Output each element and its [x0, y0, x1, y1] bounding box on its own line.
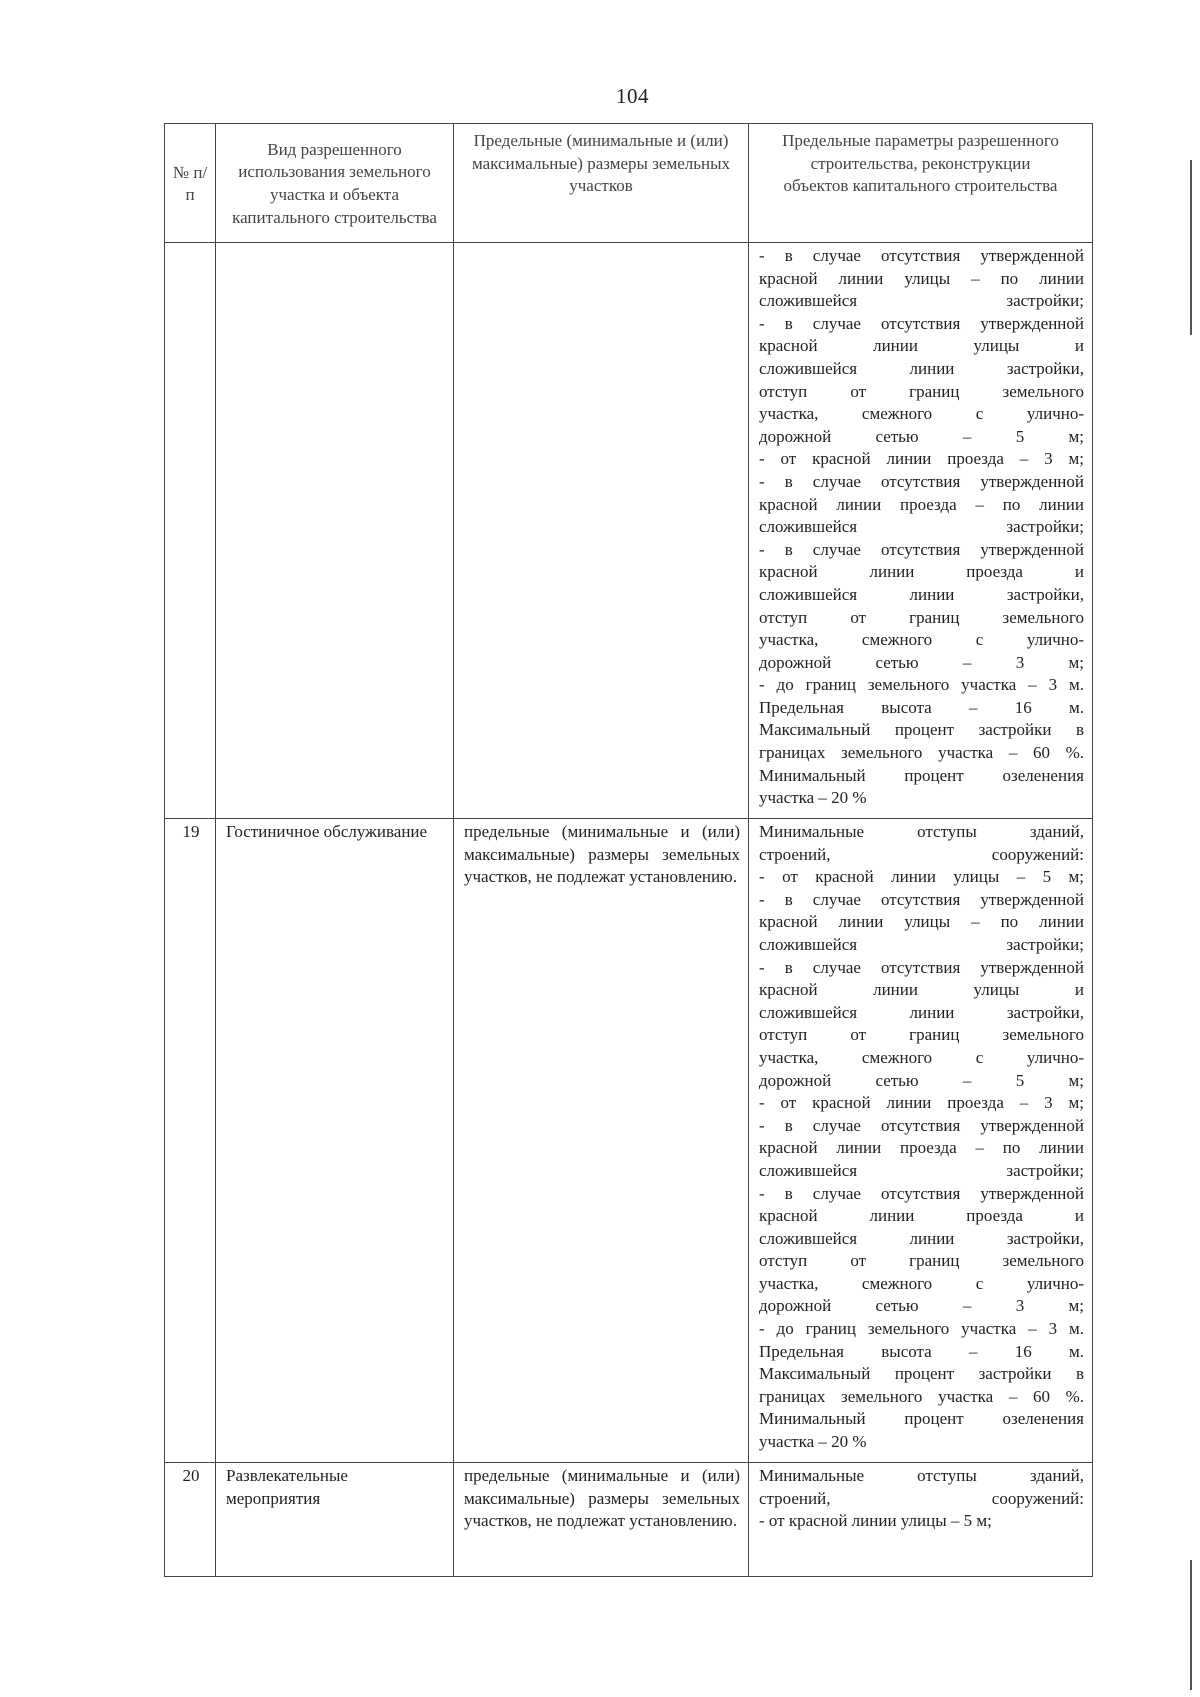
- param-line: красной линии улицы – по линии: [759, 268, 1084, 288]
- table-row-20: [165, 1463, 1093, 1577]
- param-line: участка, смежного с улично-: [759, 1047, 1084, 1067]
- regulations-table: [164, 123, 1093, 1577]
- param-line: красной линии проезда и: [759, 562, 1084, 582]
- scan-edge-line: [1190, 160, 1192, 335]
- param-line: - от красной линии улицы – 5 м;: [759, 1511, 992, 1531]
- param-line: сложившейся застройки;: [759, 517, 1084, 537]
- param-line: отступ от границ земельного: [759, 381, 1084, 401]
- param-line: красной линии проезда – по линии: [759, 1138, 1084, 1158]
- param-line: участка – 20 %: [759, 1432, 867, 1452]
- param-line: сложившейся линии застройки,: [759, 584, 1084, 604]
- row-number: 20: [165, 1463, 216, 1577]
- param-line: дорожной сетью – 5 м;: [759, 426, 1084, 446]
- row-number: [165, 243, 216, 819]
- header-plot-size: Предельные (минимальные и (или) максимальные) размеры земельных участков: [454, 124, 749, 243]
- param-line: Максимальный процент застройки в: [759, 720, 1084, 740]
- param-line: - от красной линии проезда – 3 м;: [759, 1093, 1084, 1113]
- param-line: участка, смежного с улично-: [759, 404, 1084, 424]
- param-line: - в случае отсутствия утвержденной: [759, 1115, 1084, 1135]
- param-line: отступ от границ земельного: [759, 607, 1084, 627]
- row-plot-size: предельные (минимальные и (или) максимальные) размеры земельных участков, не подлежат установлению.: [454, 819, 749, 1463]
- row-params: [749, 1463, 1093, 1577]
- param-line: сложившейся застройки;: [759, 291, 1084, 311]
- param-line: сложившейся застройки;: [759, 1160, 1084, 1180]
- param-line: отступ от границ земельного: [759, 1025, 1084, 1045]
- row-params: [749, 819, 1093, 1463]
- param-line: - в случае отсутствия утвержденной: [759, 246, 1084, 265]
- param-line: - в случае отсутствия утвержденной: [759, 957, 1084, 977]
- row-plot-size: [454, 243, 749, 819]
- param-line: Минимальные отступы зданий,: [759, 822, 1084, 841]
- param-line: - в случае отсутствия утвержденной: [759, 539, 1084, 559]
- param-line: красной линии проезда и: [759, 1206, 1084, 1226]
- row-params: [749, 243, 1093, 819]
- param-line: - от красной линии проезда – 3 м;: [759, 449, 1084, 469]
- param-line: границах земельного участка – 60 %.: [759, 743, 1084, 763]
- param-line: красной линии проезда – по линии: [759, 494, 1084, 514]
- param-line: Минимальный процент озеленения: [759, 765, 1084, 785]
- param-line: - в случае отсутствия утвержденной: [759, 1183, 1084, 1203]
- param-line: дорожной сетью – 5 м;: [759, 1070, 1084, 1090]
- param-line: дорожной сетью – 3 м;: [759, 652, 1084, 672]
- param-line: строений, сооружений:: [759, 1488, 1084, 1508]
- param-line: строений, сооружений:: [759, 844, 1084, 864]
- param-line: Предельная высота – 16 м.: [759, 697, 1084, 717]
- param-line: сложившейся линии застройки,: [759, 1002, 1084, 1022]
- param-line: сложившейся линии застройки,: [759, 1228, 1084, 1248]
- param-line: - до границ земельного участка – 3 м.: [759, 1319, 1084, 1339]
- param-line: участка, смежного с улично-: [759, 630, 1084, 650]
- param-line: Минимальный процент озеленения: [759, 1409, 1084, 1429]
- param-line: сложившейся застройки;: [759, 934, 1084, 954]
- param-line: отступ от границ земельного: [759, 1251, 1084, 1271]
- param-line: - от красной линии улицы – 5 м;: [759, 867, 1084, 887]
- row-use-type: Гостиничное обслуживание: [216, 819, 454, 1463]
- param-line: красной линии улицы и: [759, 336, 1084, 356]
- param-line: - в случае отсутствия утвержденной: [759, 889, 1084, 909]
- param-line: участка – 20 %: [759, 788, 867, 808]
- row-number: 19: [165, 819, 216, 1463]
- param-line: красной линии улицы – по линии: [759, 912, 1084, 932]
- scan-edge-line: [1190, 1560, 1192, 1690]
- param-line: - до границ земельного участка – 3 м.: [759, 675, 1084, 695]
- param-line: границах земельного участка – 60 %.: [759, 1386, 1084, 1406]
- row-use-type: Развлекательные мероприятия: [216, 1463, 454, 1577]
- param-line: красной линии улицы и: [759, 980, 1084, 1000]
- param-line: - в случае отсутствия утвержденной: [759, 471, 1084, 491]
- table-row-19: [165, 819, 1093, 1463]
- row-plot-size: предельные (минимальные и (или) максимальные) размеры земельных участков, не подлежат установлению.: [454, 1463, 749, 1577]
- param-line: Максимальный процент застройки в: [759, 1364, 1084, 1384]
- param-line: Предельная высота – 16 м.: [759, 1341, 1084, 1361]
- header-use-type: Вид разрешенного использования земельного участка и объекта капитального строительства: [216, 124, 454, 243]
- param-line: - в случае отсутствия утвержденной: [759, 313, 1084, 333]
- header-params: Предельные параметры разрешенного строительства, реконструкции объектов капитального строительства: [749, 124, 1093, 243]
- page-number: 104: [616, 84, 649, 108]
- param-line: участка, смежного с улично-: [759, 1273, 1084, 1293]
- param-line: дорожной сетью – 3 м;: [759, 1296, 1084, 1316]
- header-number: № п/п: [165, 124, 216, 243]
- table-header-row: [165, 124, 1093, 243]
- row-use-type: [216, 243, 454, 819]
- table-row-continuation: [165, 243, 1093, 819]
- param-line: сложившейся линии застройки,: [759, 358, 1084, 378]
- param-line: Минимальные отступы зданий,: [759, 1466, 1084, 1485]
